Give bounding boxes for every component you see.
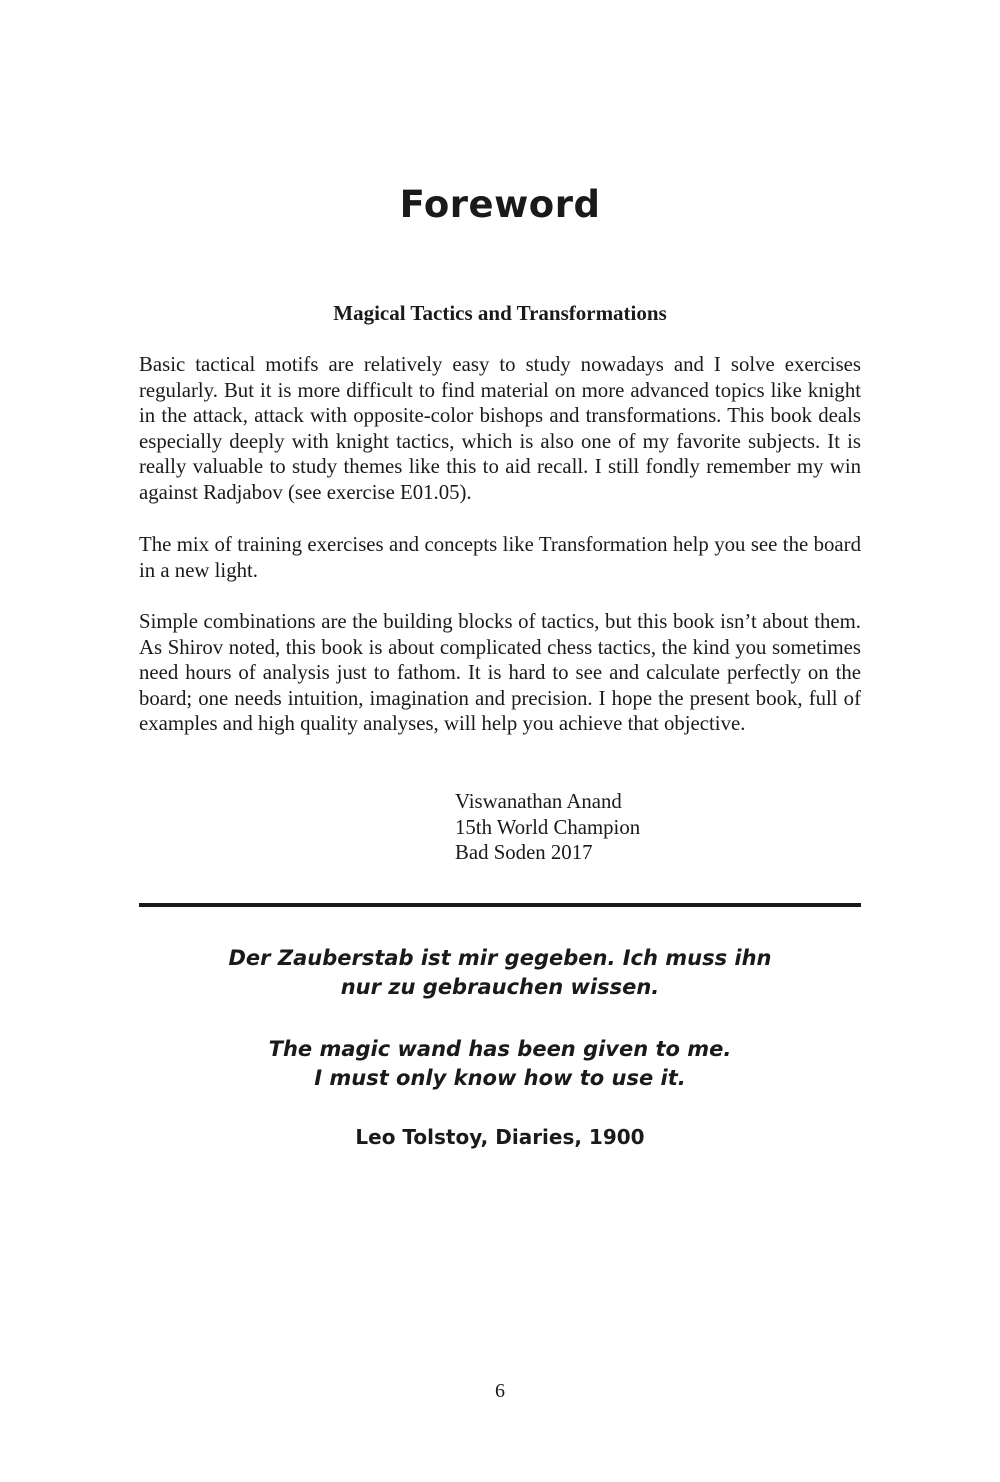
page-title: Foreword: [399, 183, 601, 226]
epigraph-german-line-1: Der Zauberstab ist mir gegeben. Ich muss ihn: [228, 946, 772, 970]
epigraph-english-line-2: I must only know how to use it.: [314, 1066, 686, 1090]
signature-role: 15th World Champion: [455, 815, 641, 839]
foreword-subtitle: Magical Tactics and Transformations: [333, 301, 667, 325]
epigraph-english: [0, 1035, 1000, 1093]
foreword-paragraph-2: The mix of training exercises and concepts like Transformation help you see the board in a new light.: [139, 533, 861, 582]
epigraph-german-line-2: nur zu gebrauchen wissen.: [340, 975, 660, 999]
epigraph-german: [0, 944, 1000, 1002]
foreword-paragraph-1: Basic tactical motifs are relatively easy to study nowadays and I solve exercises regularly. But it is more difficult to find material on more advanced topics like knight in the attack, attack with opposite-color bishops and transformations. This book deals especially deeply with knight tactics, which is also one of my favorite subjects. It is really valuable to study themes like this to aid recall. I still fondly remember my win against Radjabov (see exercise E01.05).: [139, 353, 861, 504]
page-number: 6: [495, 1380, 505, 1402]
epigraph-attribution: Leo Tolstoy, Diaries, 1900: [355, 1125, 645, 1149]
signature-place-date: Bad Soden 2017: [455, 841, 593, 864]
epigraph-english-line-1: The magic wand has been given to me.: [268, 1037, 732, 1061]
foreword-paragraph-3: Simple combinations are the building blocks of tactics, but this book isn’t about them. As Shirov noted, this book is about complicated chess tactics, the kind you sometimes need hours of analysis just to fathom. It is hard to see and calculate perfectly on the board; one needs intuition, imagination and precision. I hope the present book, full of examples and high quality analyses, will help you achieve that objective.: [139, 610, 861, 735]
section-divider: [139, 903, 861, 907]
signature-block: [455, 789, 640, 866]
signature-name: Viswanathan Anand: [455, 790, 622, 813]
